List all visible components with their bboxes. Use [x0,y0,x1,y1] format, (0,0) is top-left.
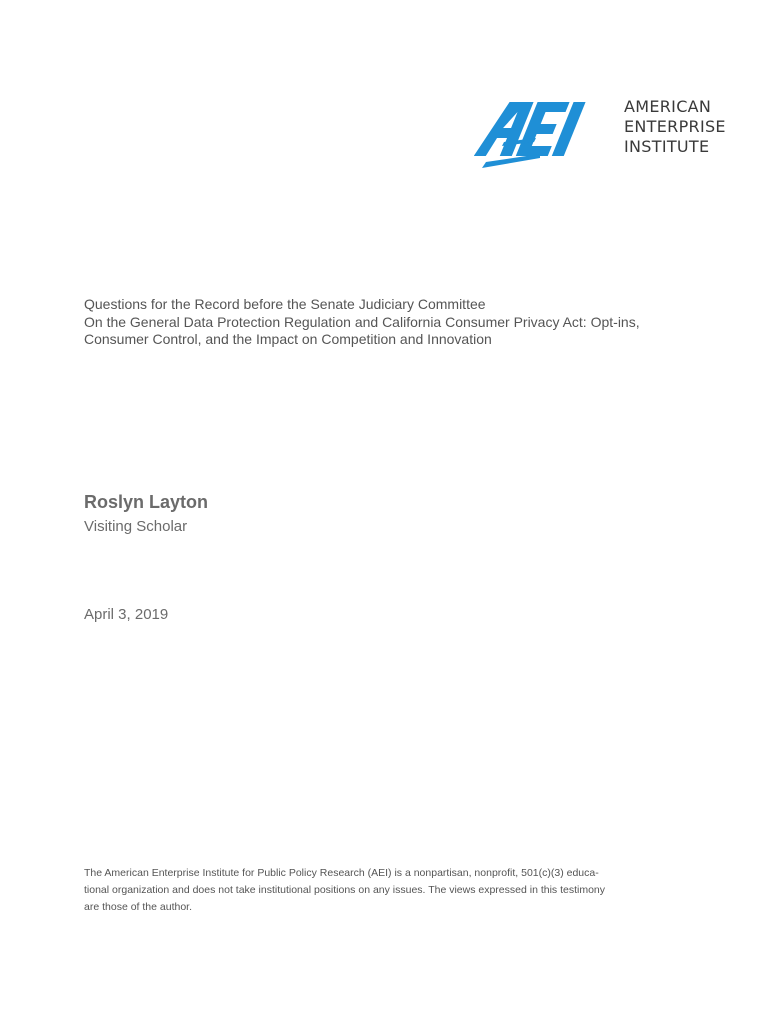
logo-line-enterprise: ENTERPRISE [624,117,726,136]
logo-line-american: AMERICAN [624,97,712,116]
disclaimer-line-3: are those of the author. [84,901,192,913]
disclaimer-line-2: tional organization and does not take institutional positions on any issues. The views expressed in this testimony [84,884,606,896]
title-line-1: Questions for the Record before the Senate Judiciary Committee [84,296,486,312]
title-line-3: Consumer Control, and the Impact on Competition and Innovation [84,331,492,347]
author-role: Visiting Scholar [84,518,188,535]
aei-logo-mark [474,96,619,176]
document-title [84,296,724,349]
disclaimer [84,865,684,916]
logo-line-institute: INSTITUTE [624,137,710,156]
author-name: Roslyn Layton [84,492,209,512]
aei-logo [474,96,724,176]
title-line-2: On the General Data Protection Regulation and California Consumer Privacy Act: Opt-ins, [84,313,640,330]
disclaimer-line-1: The American Enterprise Institute for Public Policy Research (AEI) is a nonpartisan, nonprofit, 501(c)(3) educa- [84,867,599,879]
logo-wordmark [624,97,726,157]
document-date: April 3, 2019 [84,606,169,623]
